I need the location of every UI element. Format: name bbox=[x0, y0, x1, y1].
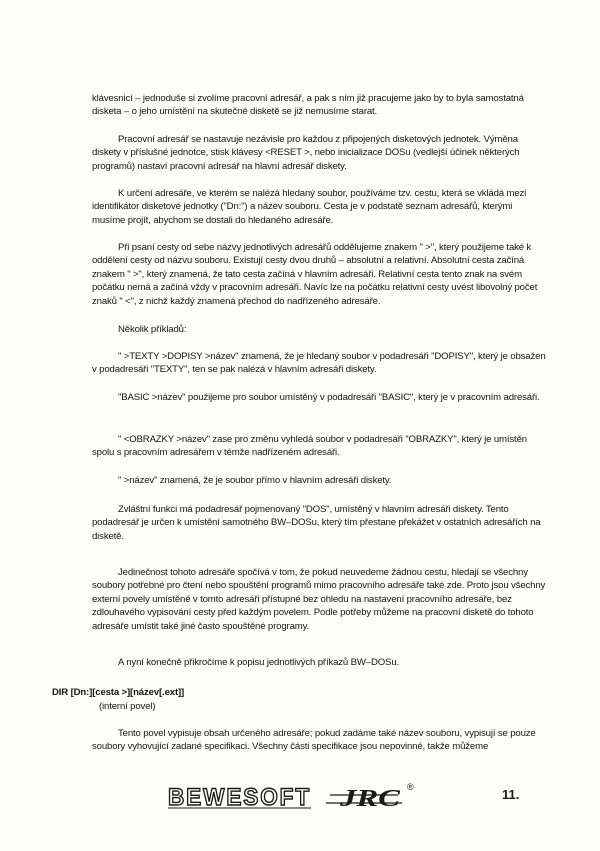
paragraph: Několik příkladů: bbox=[118, 324, 187, 335]
command-heading: DIR [Dn:][cesta >][název[.ext]] bbox=[52, 687, 185, 698]
example-paragraph: " >TEXTY >DOPISY >název" znamená, že je hledaný soubor v podadresáři "DOPISY", který je obsažen v podadresáři "TEXTY", ten se pak nalézá v hlavním adresáři diskety. bbox=[92, 351, 546, 376]
paragraph: A nyní konečně přikročíme k popisu jednotlivých příkazů BW–DOSu. bbox=[118, 657, 400, 668]
paragraph: Jedinečnost tohoto adresáře spočívá v tom, že pokud neuvedeme žádnou cestu, hledají se všechny soubory potřebné pro čtení nebo spouštění programů mimo pracovního adresáře také zde. Proto jsou všechny externí povely umístěné v tomto adresáři přístupné bez ohledu na nastavení pracovního adresáře, bez zdlouhavého vypisování cesty před každým povelem. Podle potřeby můžeme na pracovní disketě do tohoto adresáře umístit také jiné často spouštěné programy. bbox=[92, 567, 546, 632]
page-number: 11. bbox=[502, 787, 520, 802]
paragraph: klávesnicí – jednoduše si zvolíme pracovní adresář, a pak s ním již pracujeme jako by to byla samostatná disketa – o jeho umístění na skutečné disketě se již nemusíme starat. bbox=[92, 93, 524, 118]
example-paragraph: "BASIC >název" použijeme pro soubor umístěný v podadresáři "BASIC", který je v pracovním adresáři. bbox=[118, 392, 540, 403]
bewesoft-logo bbox=[168, 784, 311, 811]
registered-mark: ® bbox=[407, 782, 414, 792]
jrc-logo bbox=[326, 782, 414, 812]
paragraph: Při psaní cesty od sebe názvy jednotlivých adresářů oddělujeme znakem " >", který použijeme také k oddělení cesty od názvu souboru. Existují cesty dvou druhů – absolutní a relativní. Absolutní cesta začíná znakem " >", který znamená, že tato cesta začíná v hlavním adresáři. Relativní cesta tento znak na svém počátku nemá a začíná vždy v pracovním adresáři. Navíc lze na počátku relativní cesty uvést libovolný počet znaků " <", z nichž každý znamená přechod do nadřízeného adresáře. bbox=[92, 242, 538, 307]
paragraph: Pracovní adresář se nastavuje nezávisle pro každou z připojených disketových jednotek. Výměna diskety v příslušné jednotce, stisk klávesy <RESET >, nebo inicializace DOSu (vedlejší účinek některých programů) nastaví pracovní adresář na hlavní adresář diskety. bbox=[92, 134, 520, 172]
paragraph: K určení adresáře, ve kterém se nalézá hledaný soubor, používáme tzv. cestu, která se vkládá mezi identifikátor disketové jednotky ("Dn:") a název souboru. Cesta je v podstatě seznam adresářů, kterými musíme projít, abychom se dostali do hledaného adresáře. bbox=[92, 188, 527, 226]
jrc-logo-text: JRC bbox=[338, 786, 402, 812]
paragraph: Zvláštní funkci má podadresář pojmenovaný "DOS", umístěný v hlavním adresáři diskety. Tento podadresář je určen k umístění samotného BW–DOSu, který tím přestane překážet v ostatních adresářích na disketě. bbox=[92, 504, 541, 542]
bewesoft-logo-text: BEWESOFT bbox=[168, 784, 311, 811]
paragraph: Tento povel vypisuje obsah určeného adresáře; pokud zadáme také název souboru, vypisují se pouze soubory vyhovující zadané specifikaci. Všechny části specifikace jsou nepovinné, takže můžeme bbox=[92, 728, 536, 753]
command-subtitle: (interní povel) bbox=[99, 701, 156, 712]
example-paragraph: " <OBRAZKY >název" zase pro změnu vyhledá soubor v podadresáři "OBRAZKY", který je umístěn spolu s pracovním adresářem v témže nadřízeném adresáři. bbox=[92, 434, 527, 459]
example-paragraph: " >název" znamená, že je soubor přímo v hlavním adresáři diskety. bbox=[118, 475, 392, 486]
